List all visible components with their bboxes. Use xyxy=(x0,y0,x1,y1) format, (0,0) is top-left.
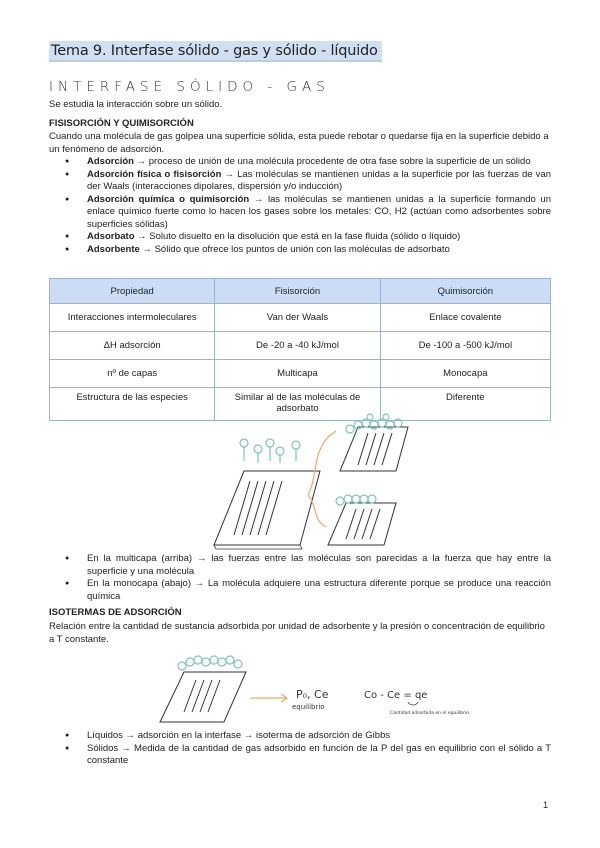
list-item: ● En la monocapa (abajo) → La molécula adquiere una estructura diferente porque se produce una reacción química xyxy=(87,578,551,603)
table-cell: De -100 a -500 kJ/mol xyxy=(380,332,550,360)
intro-text: Se estudia la interacción sobre un sólido. xyxy=(49,99,223,110)
table-row xyxy=(50,332,551,360)
list-item: ● Adsorción química o quimisorción → las moléculas se mantienen unidas a la superficie formando un enlace químico fuerte como lo hacen los gases sobre los metales: CO, H2 (actúan como adsorbentes sobre superficies sólidas) xyxy=(87,194,551,232)
table-header: Propiedad xyxy=(50,279,215,304)
isotherm-list xyxy=(49,730,551,768)
subheading-fisisorcion: FISISORCIÓN Y QUIMISORCIÓN xyxy=(49,118,194,129)
multilayer-molecules xyxy=(346,414,402,433)
handwritten-label: P₀, Ce xyxy=(296,688,329,701)
comparison-table xyxy=(49,278,551,421)
subheading-isotermas: ISOTERMAS DE ADSORCIÓN xyxy=(49,607,182,618)
table-cell: nº de capas xyxy=(50,360,215,388)
paragraph-isotermas: Relación entre la cantidad de sustancia adsorbida por unidad de adsorbente y la presión o concentración de equilibrio a T constante. xyxy=(49,621,545,645)
table-header: Fisisorción xyxy=(215,279,380,304)
handwritten-equation: Co - Ce = qe xyxy=(364,690,428,701)
list-item: ● Adsorción física o fisisorción → Las moléculas se mantienen unidas a la superficie por las fuerzas de van der Waals (interacciones dipolares, dispersión y/o inducción) xyxy=(87,169,551,194)
table-cell: Monocapa xyxy=(380,360,550,388)
list-item: ● Adsorción → proceso de unión de una molécula procedente de otra fase sobre la superficie de un sólido xyxy=(87,156,551,169)
table-cell: Estructura de las especies xyxy=(50,388,215,421)
solid-surface xyxy=(214,471,320,545)
list-item: ● Sólidos → Medida de la cantidad de gas adsorbido en función de la P del gas en equilibrio con el sólido a T constante xyxy=(87,743,551,768)
table-cell: Interacciones intermoleculares xyxy=(50,304,215,332)
table-cell: Van der Waals xyxy=(215,304,380,332)
table-row xyxy=(50,304,551,332)
arrow-icon xyxy=(308,431,336,495)
handwritten-label: equilibrio xyxy=(292,703,325,711)
table-header: Quimisorción xyxy=(380,279,550,304)
list-item: ● Líquidos → adsorción en la interfase → isoterma de adsorción de Gibbs xyxy=(87,730,551,743)
page-number: 1 xyxy=(543,800,549,810)
molecule-icons xyxy=(240,439,300,463)
table-row xyxy=(50,360,551,388)
table-cell: Similar al de las moléculas de adsorbato xyxy=(215,388,380,421)
isotherm-figure xyxy=(150,650,469,724)
paragraph-adsorcion: Cuando una molécula de gas golpea una superficie sólida, esta puede rebotar o quedarse fija en la superficie debido a un fenómeno de adsorción. xyxy=(49,131,549,155)
table-cell: Multicapa xyxy=(215,360,380,388)
list-item: ● Adsorbato → Soluto disuelto en la disolución que está en la fase fluida (sólido o líquido) xyxy=(87,231,551,244)
table-cell: De -20 a -40 kJ/mol xyxy=(215,332,380,360)
table-cell: Enlace covalente xyxy=(380,304,550,332)
layers-list xyxy=(49,553,551,603)
table-cell: Diferente xyxy=(380,388,550,421)
definitions-list xyxy=(49,156,551,256)
handwritten-note: Cantidad adsorbida en el equilibrio xyxy=(390,711,469,716)
section-heading: INTERFASE SÓLIDO - GAS xyxy=(49,79,330,95)
adsorption-layers-figure xyxy=(200,415,410,550)
solid-surface xyxy=(160,672,246,722)
table-header-row xyxy=(50,279,551,304)
list-item: ● Adsorbente → Sólido que ofrece los puntos de unión con las moléculas de adsorbato xyxy=(87,244,551,257)
table-cell: ΔH adsorción xyxy=(50,332,215,360)
molecule-icons xyxy=(178,656,242,670)
page-title: Tema 9. Interfase sólido - gas y sólido - líquido xyxy=(49,41,382,62)
arrow-icon xyxy=(308,495,326,527)
list-item: ● En la multicapa (arriba) → las fuerzas entre las moléculas son parecidas a la fuerza que hay entre la superficie y una molécula xyxy=(87,553,551,578)
